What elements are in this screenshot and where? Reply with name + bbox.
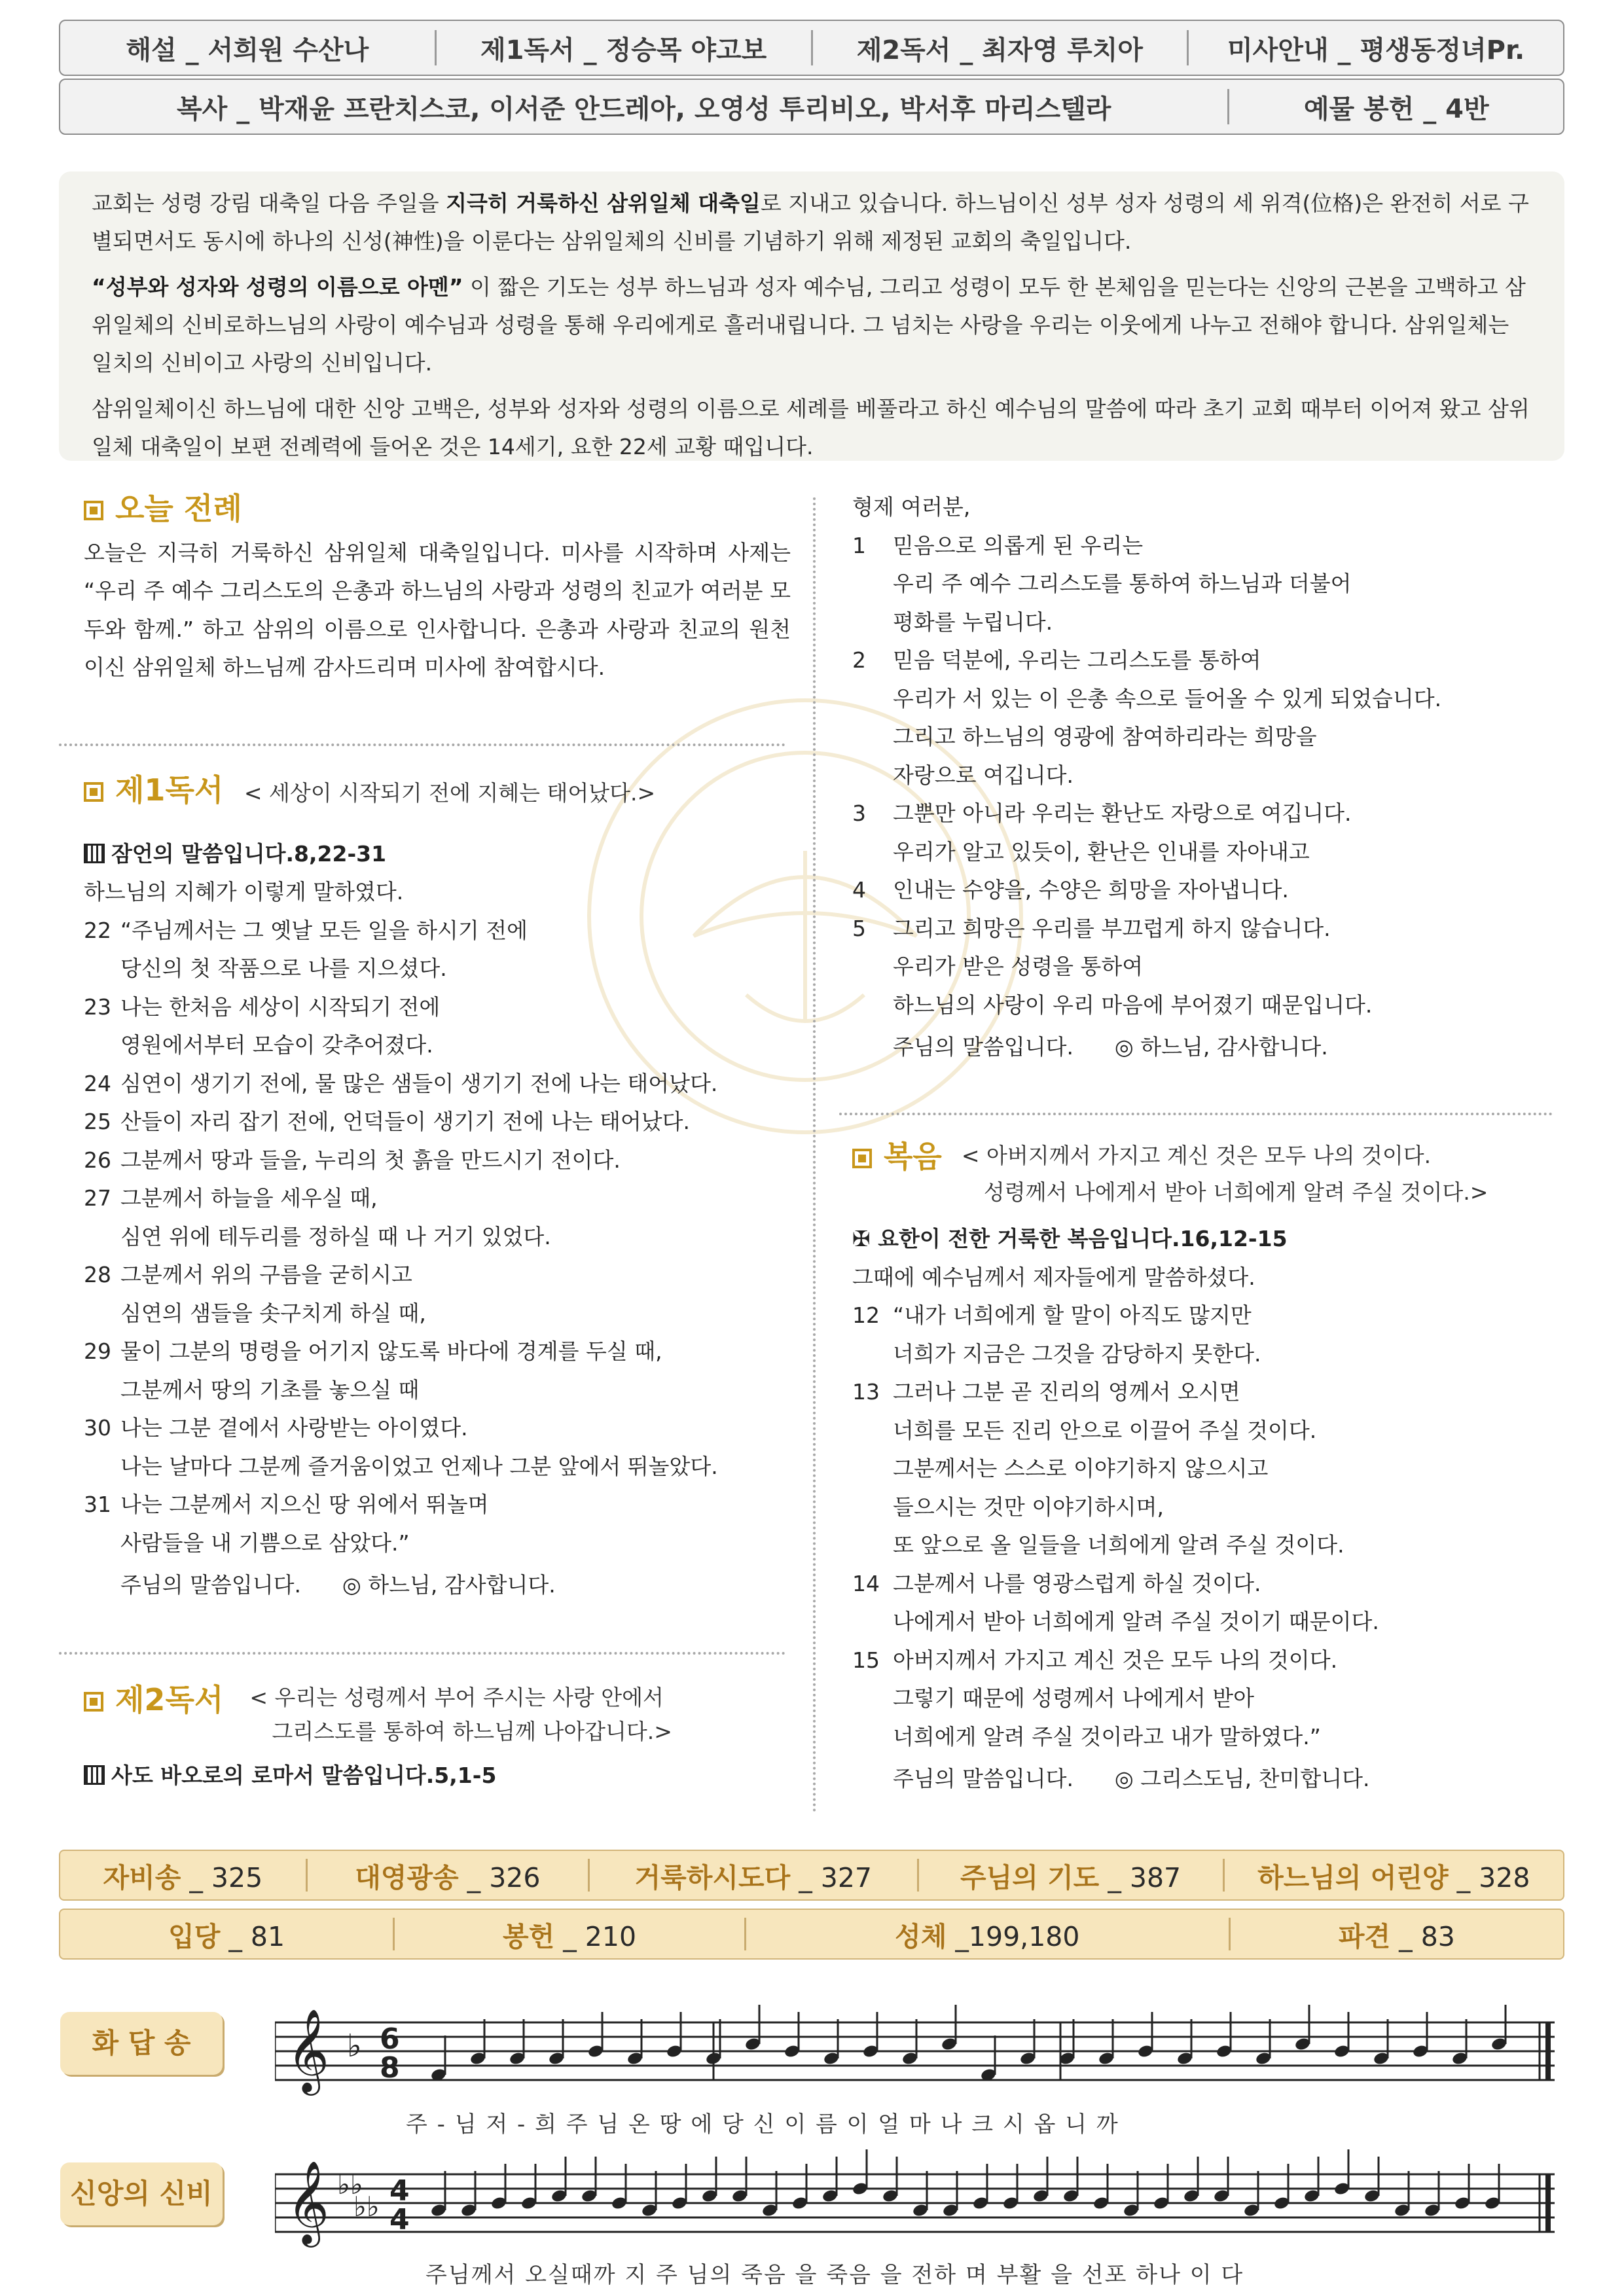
reading1-source: 잠언의 말씀입니다.8,22-31 [111,840,387,867]
verse-text: 너희에게 알려 주실 것이라고 내가 말하였다.” [893,1723,1321,1749]
verse-line [84,988,810,1027]
reading2-heading [84,1681,810,1749]
gospel-response: ◎ 그리스도님, 찬미합니다. [1114,1766,1370,1791]
psalm-notes [430,2005,1507,2082]
verse-line [852,1335,1559,1374]
verse-text: 그분께서 나를 영광스럽게 하실 것이다. [893,1570,1261,1596]
verse-text: 평화를 누립니다. [893,609,1053,635]
verse-line [852,833,1559,872]
verse-number [84,1371,120,1410]
verse-number [852,948,893,986]
verse-text: 그분께서 하늘을 세우실 때, [120,1185,378,1211]
verse-number: 27 [84,1185,111,1211]
left-column [84,490,791,687]
reading2-source-line [84,1757,810,1795]
reading1-title: 제1독서 [115,772,224,808]
verse-line [852,641,1559,680]
verse-line [852,871,1559,910]
verse-text: 그리고 희망은 우리를 부끄럽게 하지 않습니다. [893,915,1331,941]
reading1-verses [84,912,810,1563]
hymn-lords-prayer: 주님의 기도 _ 387 [960,1861,1182,1893]
verse-line [852,1450,1559,1488]
hymn-offertory: 봉헌 _ 210 [503,1920,637,1952]
psalm-lyrics: 주 - 님 저 - 희 주 님 온 땅 에 당 신 이 름 이 얼 마 나 크 시 옵 니 까 [406,2111,1119,2138]
verse-number: 1 [852,532,866,558]
reading1-closing: 주님의 말씀입니다. [120,1572,302,1598]
mystery-time-top: 4 [389,2174,410,2208]
section-divider [59,1652,785,1655]
psalm-label: 화 답 송 [60,2012,223,2075]
verse-number [852,680,893,719]
liturgy-title: 오늘 전례 [115,491,242,526]
psalm-staff [275,1996,1558,2108]
verse-text: 심연이 생기기 전에, 물 많은 샘들이 생기기 전에 나는 태어났다. [120,1070,718,1096]
verse-text: 그분께서 땅의 기초를 놓으실 때 [120,1376,420,1403]
verse-text: 우리가 알고 있듯이, 환난은 인내를 자아내고 [893,838,1310,865]
verse-number: 2 [852,647,866,673]
reading1-response: ◎ 하느님, 감사합니다. [342,1572,556,1598]
verse-number: 31 [84,1492,111,1517]
intro-paragraph-1: 교회는 성령 강림 대축일 다음 주일을 지극히 거룩하신 삼위일체 대축일로 지내고 있습니다. 하느님이신 성부 성자 성령의 세 위격(位格)은 완전히 서로 구별되면서도 동시에 하나의 신성(神性)을 이룬다는 삼위일체의 신비를 기념하기 위해 제정된 교회의 축일입니다. [92,190,1529,254]
intro-paragraph-2: “성부와 성자와 성령의 이름으로 아멘” 이 짧은 기도는 성부 하느님과 성자 예수님, 그리고 성령이 모두 한 본체임을 믿는다는 신앙의 근본을 고백하고 삼위일체의 신비로하느님의 사랑이 예수님과 성령을 통해 우리에게로 흘러내립니다. 그 넘치는 사랑을 우리는 이웃에게 나누고 전해야 합니다. 삼위일체는 일치의 신비이고 사랑의 신비입니다. [92,274,1526,376]
verse-line [852,1641,1559,1680]
verse-line [84,950,810,988]
verse-line [852,1297,1559,1335]
verse-line [852,1373,1559,1412]
verse-number [852,1450,893,1488]
verse-number: 3 [852,800,866,826]
mystery-time-bottom: 4 [389,2203,410,2236]
svg-text:𝄞: 𝄞 [287,2160,330,2244]
verse-line [852,1679,1559,1718]
verse-number [84,1295,120,1333]
verse-text: 당신의 첫 작품으로 나를 지으셨다. [120,956,447,981]
verse-number [852,1679,893,1718]
verse-line [84,1486,810,1524]
column-divider [813,497,816,1813]
verse-line [852,1603,1559,1641]
verse-text: “내가 너희에게 할 말이 아직도 많지만 [893,1302,1252,1328]
gospel-source: ✠ 요한이 전한 거룩한 복음입니다.16,12-15 [852,1226,1288,1251]
verse-text: 그뿐만 아니라 우리는 환난도 자랑으로 여깁니다. [893,800,1352,826]
role-servers: 복사 _ 박재윤 프란치스코, 이서준 안드레아, 오영성 투리비오, 박서후 마리스텔라 [177,94,1111,124]
verse-line [84,1256,810,1295]
verse-line [852,718,1559,757]
reading1-subtitle: < 세상이 시작되기 전에 지혜는 태어났다.> [244,780,656,806]
reading2-closing-line [852,1028,1559,1067]
liturgy-heading [84,490,791,531]
verse-text: 믿음으로 의롭게 된 우리는 [893,532,1144,558]
section-divider [59,744,785,746]
verse-text: 나는 한처음 세상이 시작되기 전에 [120,994,441,1020]
verse-text: 들으시는 것만 이야기하시며, [893,1494,1164,1520]
verse-line [852,1412,1559,1450]
verse-line [84,1103,810,1141]
verse-text: 우리 주 예수 그리스도를 통하여 하느님과 더불어 [893,571,1352,596]
verse-line [84,1371,810,1410]
verse-text: 너희를 모든 진리 안으로 이끌어 주실 것이다. [893,1417,1317,1443]
verse-number: 4 [852,877,866,903]
verse-text: 나에게서 받아 너희에게 알려 주실 것이기 때문이다. [893,1609,1379,1634]
verse-line [852,948,1559,986]
gospel-heading [852,1138,1559,1211]
reading2-source: 사도 바오로의 로마서 말씀입니다.5,1-5 [111,1763,497,1788]
gospel-closing-line [852,1760,1559,1799]
verse-line [852,910,1559,948]
verse-number: 15 [852,1647,880,1673]
verse-number: 23 [84,994,111,1020]
verse-text: 그분께서는 스스로 이야기하지 않으시고 [893,1456,1269,1481]
square-bullet-icon [84,1692,103,1712]
verse-number [852,1718,893,1757]
verse-line [852,680,1559,719]
intro-paragraph-3: 삼위일체이신 하느님에 대한 신앙 고백은, 성부와 성자와 성령의 이름으로 세례를 베풀라고 하신 예수님의 말씀에 따라 초기 교회 때부터 이어져 왔고 삼위일체 대축일이 보편 전례력에 들어온 것은 14세기, 요한 22세 교황 때입니다. [92,396,1530,459]
verse-text: “주님께서는 그 옛날 모든 일을 하시기 전에 [120,917,528,943]
verse-number [84,1448,120,1486]
verse-line [84,1065,810,1103]
verse-line [852,757,1559,795]
verse-line [84,912,810,950]
gospel-closing: 주님의 말씀입니다. [893,1766,1074,1791]
square-bullet-icon [84,501,103,520]
verse-text: 또 앞으로 올 일들을 너희에게 알려 주실 것이다. [893,1532,1344,1558]
verse-number [84,950,120,988]
verse-line [84,1179,810,1218]
verse-number [84,1026,120,1065]
verse-text: 믿음 덕분에, 우리는 그리스도를 통하여 [893,647,1261,673]
feast-introduction [59,171,1564,461]
verse-text: 나는 그분 곁에서 사랑받는 아이였다. [120,1415,468,1441]
feast-name: 지극히 거룩하신 삼위일체 대축일 [446,190,761,216]
reading1-closing-line [84,1566,810,1605]
verse-text: 인내는 수양을, 수양은 희망을 자아냅니다. [893,877,1289,903]
role-reader-1: 제1독서 _ 정승목 야고보 [480,35,767,65]
verse-line [852,565,1559,603]
reading1-source-line [84,835,810,874]
verse-text: 심연의 샘들을 솟구치게 하실 때, [120,1300,426,1326]
verse-text: 그리고 하느님의 영광에 참여하리라는 희망을 [893,724,1317,749]
verse-number: 24 [84,1070,111,1096]
verse-number [852,1412,893,1450]
verse-text: 우리가 서 있는 이 은총 속으로 들어올 수 있게 되었습니다. [893,685,1442,711]
square-bullet-icon [852,1149,872,1168]
roles-row-2 [59,79,1564,135]
verse-text: 그러나 그분 곧 진리의 영께서 오시면 [893,1379,1240,1405]
gospel-verses [852,1297,1559,1756]
verse-text: 사람들을 내 기쁨으로 삼았다.” [120,1530,410,1556]
verse-number: 29 [84,1338,111,1364]
reading1-intro: 하느님의 지혜가 이렇게 말하였다. [84,879,404,905]
verse-number [852,1526,893,1565]
verse-line [852,527,1559,565]
hymn-kyrie: 자비송 _ 325 [103,1861,263,1893]
reading2-closing: 주님의 말씀입니다. [893,1034,1074,1060]
svg-text:♭♭: ♭♭ [337,2168,363,2200]
verse-line [84,1448,810,1486]
mystery-notes [430,2149,1501,2217]
verse-number [852,1488,893,1527]
sign-of-cross-prayer: “성부와 성자와 성령의 이름으로 아멘” [92,274,463,300]
verse-line [84,1409,810,1448]
verse-line [84,1524,810,1563]
verse-text: 아버지께서 가지고 계신 것은 모두 나의 것이다. [893,1647,1338,1673]
square-bullet-icon [84,782,103,802]
gospel-intro: 그때에 예수님께서 제자들에게 말씀하셨다. [852,1264,1255,1290]
psalm-time-top: 6 [380,2022,400,2056]
gospel-subtitle-2: 성령께서 나에게서 받아 너희에게 알려 주실 것이다.> [983,1179,1489,1205]
verse-text: 심연 위에 테두리를 정하실 때 나 거기 있었다. [120,1223,551,1249]
reading2-verses [852,527,1559,1025]
gospel-title: 복음 [884,1139,942,1174]
reading2-subtitle-2: 그리스도를 통하여 하느님께 나아갑니다.> [272,1719,672,1744]
verse-text: 우리가 받은 성령을 통하여 [893,954,1144,979]
verse-line [852,1488,1559,1527]
reading2-response: ◎ 하느님, 감사합니다. [1114,1034,1328,1060]
reading1-heading [84,771,810,813]
gospel-section [852,1138,1559,1799]
verse-line [852,986,1559,1025]
hymn-gloria: 대영광송 _ 326 [355,1861,541,1893]
verse-number: 25 [84,1109,111,1134]
verse-line [852,603,1559,642]
verse-number: 13 [852,1379,880,1405]
hymn-sanctus: 거룩하시도다 _ 327 [634,1861,873,1893]
mystery-of-faith-label: 신앙의 신비 [60,2162,223,2225]
liturgy-text: 오늘은 지극히 거룩하신 삼위일체 대축일입니다. 미사를 시작하며 사제는 “우리 주 예수 그리스도의 은총과 하느님의 사랑과 성령의 친교가 여러분 모두와 함께.” 하고 삼위의 이름으로 인사합니다. 은총과 사랑과 친교의 원천이신 삼위일체 하느님께 감사드리며 미사에 참여합시다. [84,539,791,680]
verse-text: 그렇기 때문에 성령께서 나에게서 받아 [893,1685,1255,1711]
verse-text: 자랑으로 여깁니다. [893,762,1074,788]
verse-text: 나는 그분께서 지으신 땅 위에서 뛰놀며 [120,1492,489,1517]
book-icon [84,844,105,863]
verse-number [84,1524,120,1563]
book-icon [84,1765,105,1785]
verse-line [852,1565,1559,1604]
reading1-section [84,771,810,1605]
verse-text: 그분께서 위의 구름을 굳히시고 [120,1262,412,1287]
role-reader-2: 제2독서 _ 최자영 루치아 [856,35,1144,65]
mystery-staff [275,2148,1558,2259]
reading2-body [852,488,1559,1067]
role-usher: 미사안내 _ 평생동정녀Pr. [1227,35,1525,65]
reading2-title: 제2독서 [115,1682,224,1717]
psalm-time-bottom: 8 [380,2051,400,2085]
verse-line [84,1141,810,1180]
verse-line [852,1718,1559,1757]
hymn-entrance: 입당 _ 81 [168,1920,285,1952]
verse-text: 물이 그분의 명령을 어기지 않도록 바다에 경계를 두실 때, [120,1338,662,1364]
mass-parts-hymns [59,1850,1564,1901]
reading2-intro: 형제 여러분, [852,494,971,520]
verse-number: 5 [852,915,866,941]
verse-line [84,1333,810,1371]
verse-line [84,1218,810,1257]
svg-text:♭♭: ♭♭ [353,2191,380,2223]
verse-number [852,757,893,795]
verse-number [852,986,893,1025]
verse-line [852,1526,1559,1565]
svg-text:♭: ♭ [347,2028,362,2064]
hymn-recessional: 파견 _ 83 [1338,1920,1455,1952]
section-divider [839,1113,1553,1115]
verse-text: 산들이 자리 잡기 전에, 언덕들이 생기기 전에 나는 태어났다. [120,1109,690,1134]
verse-number: 28 [84,1262,111,1287]
verse-number [852,1335,893,1374]
verse-line [852,795,1559,833]
verse-number: 12 [852,1302,880,1328]
verse-number [852,1603,893,1641]
roles-row-1 [59,20,1564,76]
hymn-communion: 성체 _199,180 [895,1920,1080,1952]
verse-text: 그분께서 땅과 들을, 누리의 첫 흙을 만드시기 전이다. [120,1147,621,1173]
verse-number [852,833,893,872]
gospel-subtitle-1: < 아버지께서 가지고 계신 것은 모두 나의 것이다. [961,1143,1432,1168]
verse-number: 14 [852,1570,880,1596]
verse-line [84,1295,810,1333]
hymn-agnus-dei: 하느님의 어린양 _ 328 [1257,1861,1530,1893]
reading2-heading-block [84,1681,810,1795]
verse-number: 26 [84,1147,111,1173]
verse-text: 나는 날마다 그분께 즐거움이었고 언제나 그분 앞에서 뛰놀았다. [120,1453,718,1479]
verse-number: 22 [84,917,111,943]
verse-text: 너희가 지금은 그것을 감당하지 못한다. [893,1340,1261,1367]
verse-number [84,1218,120,1257]
verse-number [852,603,893,642]
verse-number [852,565,893,603]
proper-hymns [59,1909,1564,1960]
mystery-lyrics: 주님께서 오실때까 지 주 님의 죽음 을 죽음 을 전하 며 부활 을 선포 하나 이 다 [425,2262,1244,2288]
verse-text: 영원에서부터 모습이 갖추어졌다. [120,1032,433,1058]
svg-text:𝄞: 𝄞 [287,2008,330,2092]
verse-number [852,718,893,757]
role-commentator: 해설 _ 서희원 수산나 [126,35,369,65]
verse-text: 하느님의 사랑이 우리 마음에 부어졌기 때문입니다. [893,992,1373,1018]
role-offertory: 예물 봉헌 _ 4반 [1303,94,1489,124]
verse-line [84,1026,810,1065]
verse-number: 30 [84,1415,111,1441]
reading2-subtitle-1: < 우리는 성령께서 부어 주시는 사랑 안에서 [249,1685,664,1710]
